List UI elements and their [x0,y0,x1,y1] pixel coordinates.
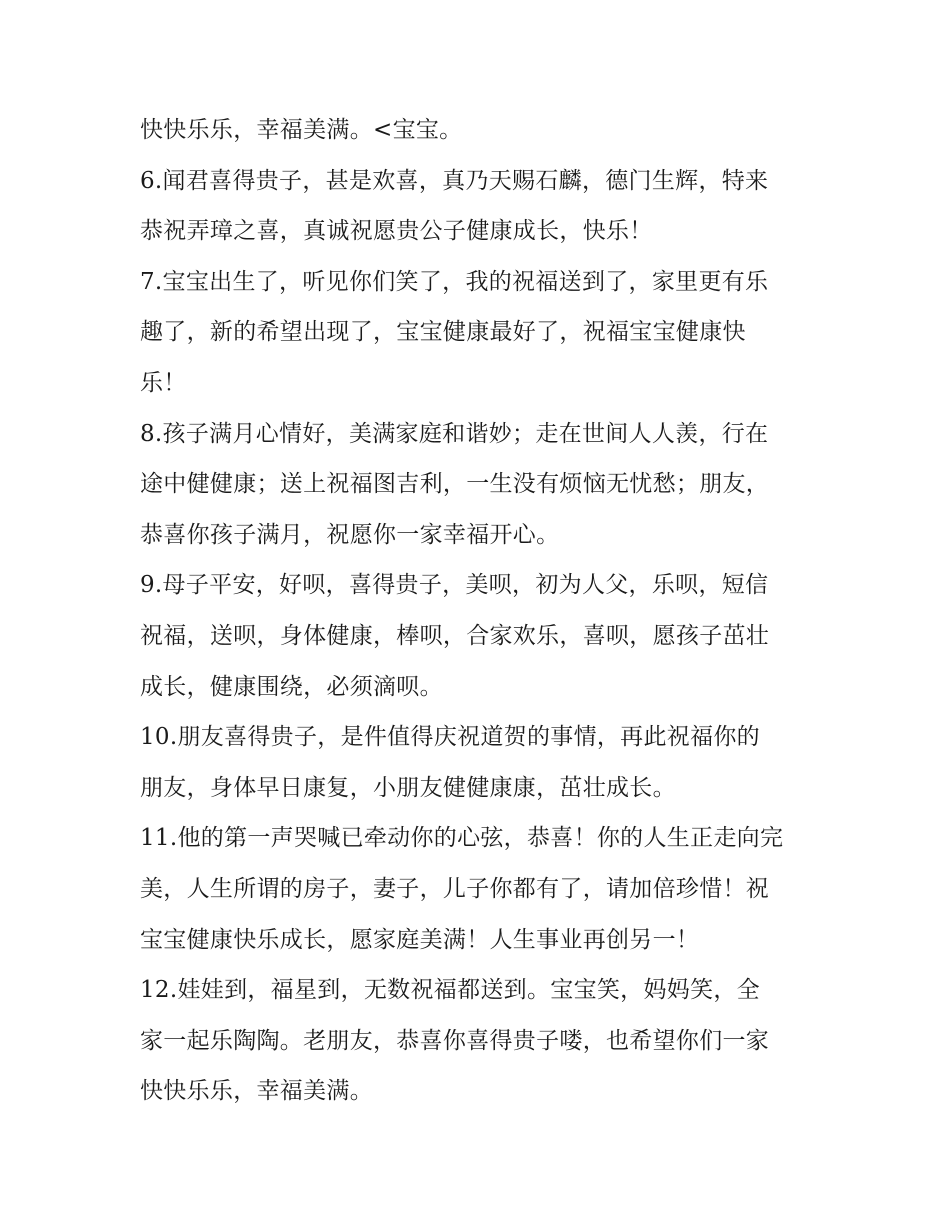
text-line: 快快乐乐，幸福美满。 [140,1078,373,1105]
text-line: 恭喜你孩子满月，祝愿你一家幸福开心。 [140,521,560,548]
text-line: 乐！ [140,369,187,396]
text-line: 8.孩子满月心情好，美满家庭和谐妙；走在世间人人羡，行在 [140,420,769,447]
text-line: 9.母子平安，好呗，喜得贵子，美呗，初为人父，乐呗，短信 [140,572,769,599]
text-line: 7.宝宝出生了，听见你们笑了，我的祝福送到了，家里更有乐 [140,268,769,295]
text-line: 朋友，身体早日康复，小朋友健健康康，茁壮成长。 [140,774,676,801]
text-line: 10.朋友喜得贵子，是件值得庆祝道贺的事情，再此祝福你的 [140,724,760,751]
text-line: 途中健健康；送上祝福图吉利，一生没有烦恼无忧愁；朋友， [140,471,770,498]
text-line: 家一起乐陶陶。老朋友，恭喜你喜得贵子喽，也希望你们一家 [140,1027,770,1054]
document-body [140,105,820,1117]
text-line: 6.闻君喜得贵子，甚是欢喜，真乃天赐石麟，德门生辉，特来 [140,167,769,194]
text-line: 趣了，新的希望出现了，宝宝健康最好了，祝福宝宝健康快 [140,319,746,346]
text-line: 11.他的第一声哭喊已牵动你的心弦，恭喜！你的人生正走向完 [140,825,784,852]
text-line: 12.娃娃到，福星到，无数祝福都送到。宝宝笑，妈妈笑，全 [140,977,760,1004]
text-line: 宝宝健康快乐成长，愿家庭美满！人生事业再创另一！ [140,926,700,953]
text-line: 美，人生所谓的房子，妻子，儿子你都有了，请加倍珍惜！祝 [140,875,770,902]
text-line: 快快乐乐，幸福美满。<宝宝。 [140,117,463,143]
text-line: 恭祝弄璋之喜，真诚祝愿贵公子健康成长，快乐！ [140,218,653,245]
text-line: 祝福，送呗，身体健康，棒呗，合家欢乐，喜呗，愿孩子茁壮 [140,622,770,649]
text-line: 成长，健康围绕，必须滴呗。 [140,673,443,700]
